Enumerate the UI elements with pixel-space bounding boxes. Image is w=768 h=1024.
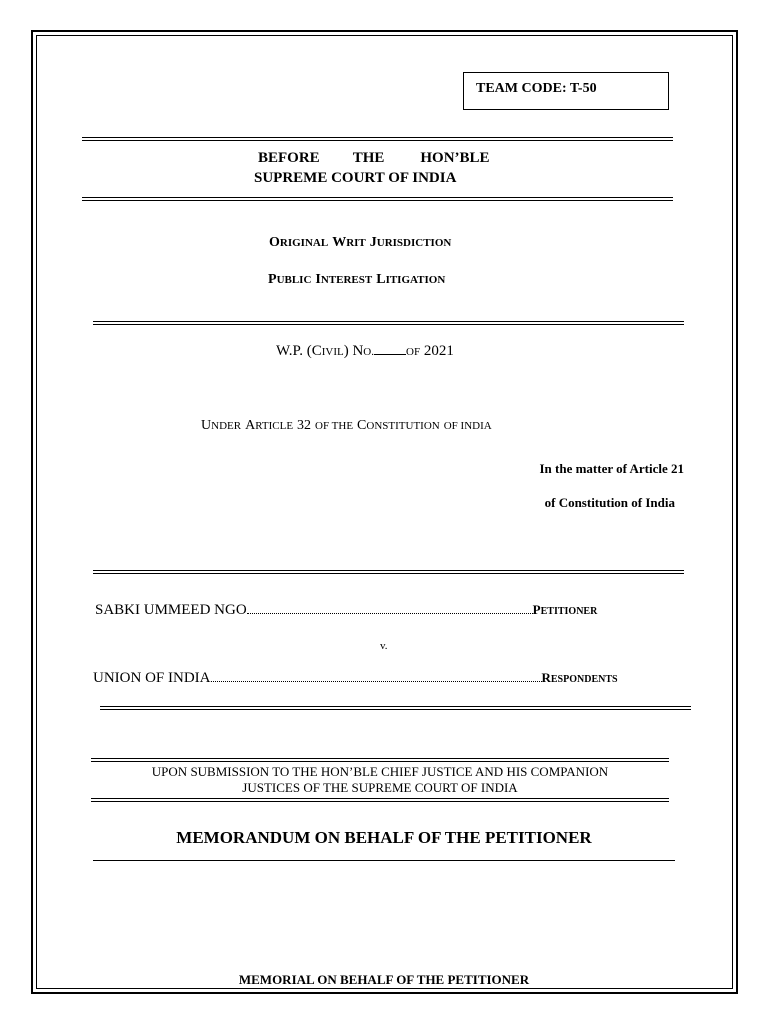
petition-number: W.P. (CIVIL) NO. OF 2021 — [276, 343, 454, 359]
divider-submission-bottom — [91, 798, 669, 802]
divider-court — [82, 197, 673, 201]
court-honble: HON’BLE — [420, 150, 490, 166]
submission-line-2: JUSTICES OF THE SUPREME COURT OF INDIA — [242, 780, 518, 795]
court-before: BEFORE — [258, 150, 320, 166]
divider-top — [82, 137, 673, 141]
divider-parties — [93, 570, 684, 574]
divider-jurisdiction — [93, 321, 684, 325]
petitioner-name: SABKI UMMEED NGO — [95, 602, 247, 618]
team-code-box — [463, 72, 669, 110]
article-line: UNDER ARTICLE 32 OF THE CONSTITUTION OF INDIA — [201, 418, 492, 433]
divider-memorandum — [93, 860, 675, 861]
respondent-leader-dots — [211, 671, 542, 682]
matter-line-2: of Constitution of India — [544, 495, 675, 510]
submission-block — [91, 764, 669, 796]
submission-line-1: UPON SUBMISSION TO THE HON’BLE CHIEF JUSTICE AND HIS COMPANION — [151, 764, 609, 779]
divider-submission-top — [91, 758, 669, 762]
court-the: THE — [352, 150, 385, 166]
jurisdiction-pil: PUBLIC INTEREST LITIGATION — [268, 272, 446, 287]
petitioner-leader-dots — [247, 603, 533, 614]
court-before-line — [258, 150, 490, 167]
respondent-name: UNION OF INDIA — [93, 670, 211, 686]
petition-number-blank — [374, 342, 406, 355]
footer-text: MEMORIAL ON BEHALF OF THE PETITIONER — [238, 972, 530, 987]
memorandum-title: MEMORANDUM ON BEHALF OF THE PETITIONER — [176, 828, 592, 847]
team-code: TEAM CODE: T-50 — [476, 81, 597, 96]
matter-line-1: In the matter of Article 21 — [539, 461, 684, 476]
court-name: SUPREME COURT OF INDIA — [254, 170, 457, 186]
respondent-line: UNION OF INDIA RESPONDENTS — [93, 670, 618, 686]
petitioner-line: SABKI UMMEED NGO PETITIONER — [95, 602, 598, 618]
versus: v. — [380, 640, 388, 652]
jurisdiction-writ: ORIGINAL WRIT JURISDICTION — [269, 235, 452, 250]
divider-respondents — [100, 706, 691, 710]
